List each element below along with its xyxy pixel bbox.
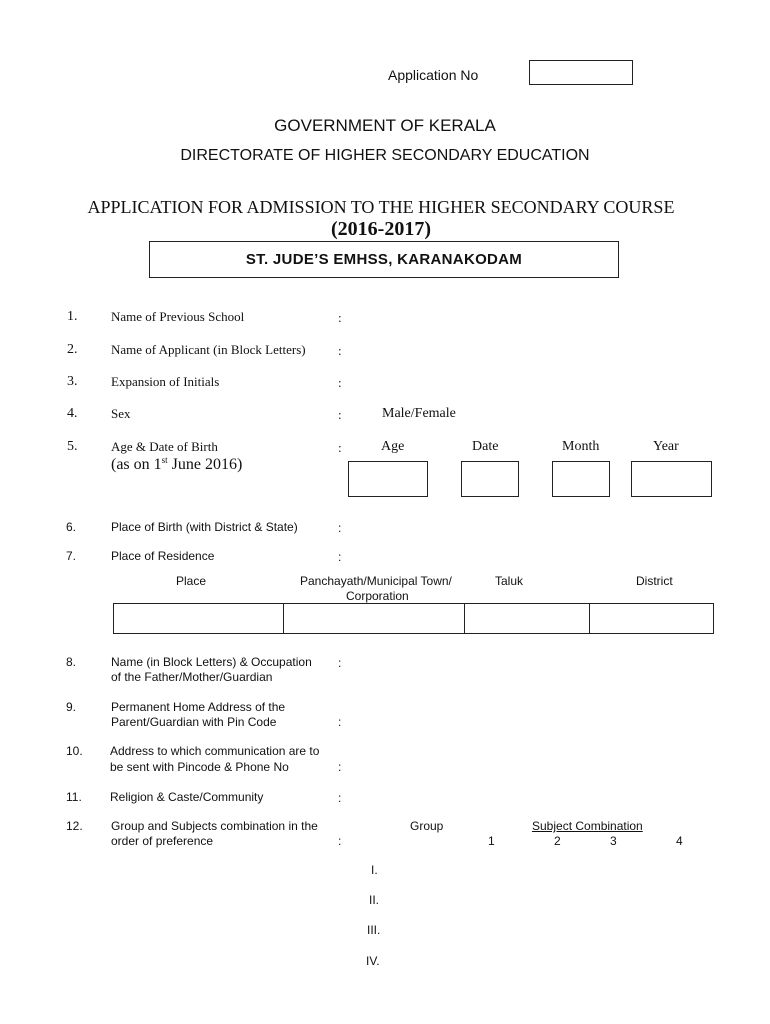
application-title: APPLICATION FOR ADMISSION TO THE HIGHER SECONDARY COURSE bbox=[87, 197, 675, 217]
item-number: 2. bbox=[67, 342, 78, 357]
govt-title: GOVERNMENT OF KERALA bbox=[274, 116, 496, 135]
initials-expansion-label: Expansion of Initials bbox=[111, 374, 220, 389]
item-number: 10. bbox=[66, 744, 83, 758]
year-field[interactable] bbox=[631, 461, 712, 497]
preference-1: I. bbox=[371, 863, 378, 877]
item-number: 11. bbox=[66, 790, 82, 804]
preference-3: III. bbox=[367, 923, 381, 937]
item-number: 6. bbox=[66, 520, 77, 534]
school-name-box bbox=[149, 241, 619, 278]
month-field[interactable] bbox=[552, 461, 610, 497]
preference-2: II. bbox=[369, 893, 380, 907]
place-cell[interactable] bbox=[114, 604, 284, 633]
colon: : bbox=[338, 834, 342, 848]
place-header: Place bbox=[176, 574, 207, 588]
parent-name-label: Name (in Block Letters) & Occupation bbox=[111, 655, 312, 669]
group-subjects-label: Group and Subjects combination in the bbox=[111, 819, 318, 833]
sex-options[interactable]: Male/Female bbox=[382, 406, 456, 421]
subject-col-3: 3 bbox=[610, 834, 617, 848]
place-of-residence-label: Place of Residence bbox=[111, 549, 215, 563]
colon: : bbox=[338, 310, 342, 325]
item-number: 8. bbox=[66, 655, 77, 669]
home-address-label-2: Parent/Guardian with Pin Code bbox=[111, 715, 277, 729]
item-number: 4. bbox=[67, 406, 78, 421]
academic-year: (2016-2017) bbox=[331, 218, 431, 240]
item-number: 7. bbox=[66, 549, 77, 563]
application-no-label: Application No bbox=[388, 67, 479, 83]
corporation-header: Corporation bbox=[346, 589, 409, 603]
subject-col-2: 2 bbox=[554, 834, 561, 848]
place-of-birth-label: Place of Birth (with District & State) bbox=[111, 520, 298, 534]
group-subjects-label-2: order of preference bbox=[111, 834, 214, 848]
colon: : bbox=[338, 550, 342, 564]
colon: : bbox=[338, 760, 342, 774]
religion-caste-label: Religion & Caste/Community bbox=[110, 790, 264, 804]
taluk-header: Taluk bbox=[495, 574, 524, 588]
application-no-field[interactable] bbox=[529, 60, 633, 85]
colon: : bbox=[338, 791, 342, 805]
preference-4: IV. bbox=[366, 954, 380, 968]
month-header: Month bbox=[562, 439, 600, 454]
colon: : bbox=[338, 715, 342, 729]
colon: : bbox=[338, 440, 342, 455]
taluk-cell[interactable] bbox=[464, 604, 590, 633]
colon: : bbox=[338, 375, 342, 390]
home-address-label: Permanent Home Address of the bbox=[111, 700, 286, 714]
group-header: Group bbox=[410, 819, 444, 833]
age-header: Age bbox=[381, 439, 405, 454]
item-number: 12. bbox=[66, 819, 83, 833]
item-number: 9. bbox=[66, 700, 77, 714]
district-cell[interactable] bbox=[589, 604, 713, 633]
colon: : bbox=[338, 521, 342, 535]
panchayath-cell[interactable] bbox=[283, 604, 465, 633]
communication-address-label-2: be sent with Pincode & Phone No bbox=[110, 760, 289, 774]
year-header: Year bbox=[653, 439, 679, 454]
age-dob-label: Age & Date of Birth bbox=[111, 439, 218, 454]
subject-col-1: 1 bbox=[488, 834, 495, 848]
item-number: 3. bbox=[67, 374, 78, 389]
district-header: District bbox=[636, 574, 673, 588]
item-number: 5. bbox=[67, 439, 78, 454]
directorate-title: DIRECTORATE OF HIGHER SECONDARY EDUCATION bbox=[180, 147, 590, 164]
date-header: Date bbox=[472, 439, 499, 454]
age-reference-date: (as on 1st June 2016) bbox=[111, 455, 243, 473]
school-name: ST. JUDE’S EMHSS, KARANAKODAM bbox=[245, 251, 523, 268]
colon: : bbox=[338, 343, 342, 358]
parent-name-label-2: of the Father/Mother/Guardian bbox=[111, 670, 273, 684]
colon: : bbox=[338, 407, 342, 422]
applicant-name-label: Name of Applicant (in Block Letters) bbox=[111, 342, 306, 357]
previous-school-label: Name of Previous School bbox=[111, 309, 245, 324]
subject-col-4: 4 bbox=[676, 834, 683, 848]
item-number: 1. bbox=[67, 309, 78, 324]
sex-label: Sex bbox=[111, 406, 131, 421]
communication-address-label: Address to which communication are to bbox=[110, 744, 320, 758]
subject-combination-header: Subject Combination bbox=[532, 819, 643, 833]
age-field[interactable] bbox=[348, 461, 428, 497]
residence-table bbox=[113, 603, 714, 634]
colon: : bbox=[338, 656, 342, 670]
date-field[interactable] bbox=[461, 461, 519, 497]
panchayath-header: Panchayath/Municipal Town/ bbox=[300, 574, 452, 588]
